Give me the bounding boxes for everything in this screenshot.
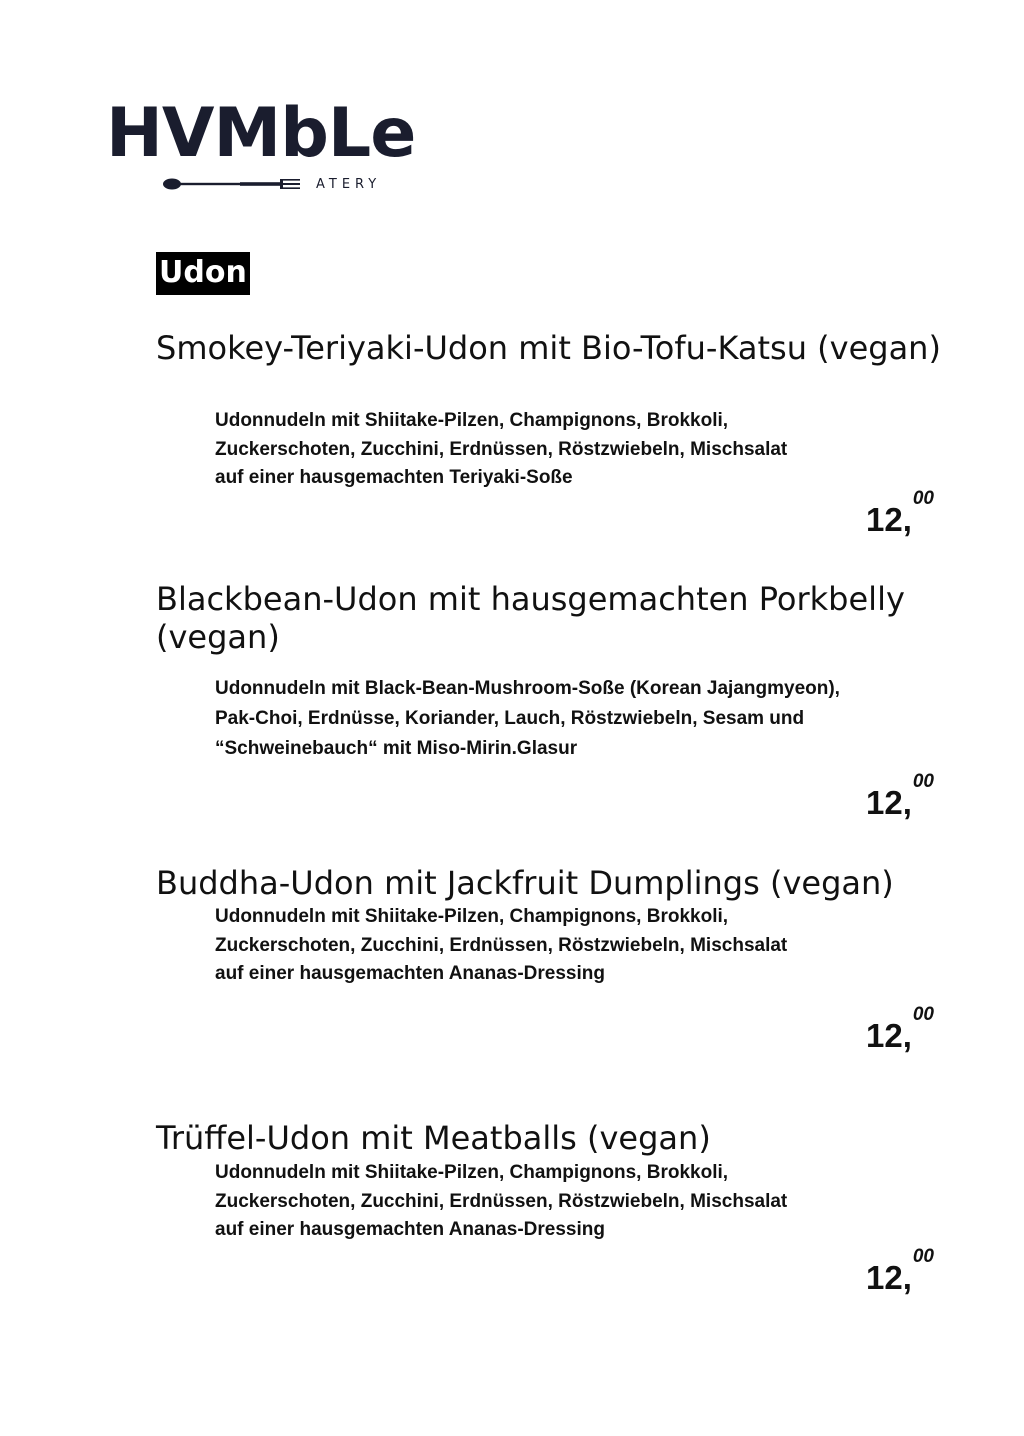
menu-item-price bbox=[865, 1246, 934, 1296]
menu-item-price bbox=[865, 1004, 934, 1054]
description-line: Udonnudeln mit Shiitake-Pilzen, Champignons, Brokkoli, bbox=[215, 410, 729, 431]
spoon-fork-icon bbox=[162, 176, 312, 192]
description-line: Zuckerschoten, Zucchini, Erdnüssen, Röstzwiebeln, Mischsalat bbox=[215, 934, 788, 956]
price-cents: 00 bbox=[912, 488, 934, 509]
description-line: Udonnudeln mit Shiitake-Pilzen, Champignons, Brokkoli, bbox=[215, 1162, 729, 1183]
description-line: “Schweinebauch“ mit Miso-Mirin.Glasur bbox=[215, 738, 578, 759]
price-main: 12, bbox=[865, 1259, 912, 1296]
price-cents: 00 bbox=[912, 771, 934, 792]
description-line: Zuckerschoten, Zucchini, Erdnüssen, Röstzwiebeln, Mischsalat bbox=[215, 438, 788, 460]
description-line: auf einer hausgemachten Teriyaki-Soße bbox=[215, 467, 573, 488]
description-line: Pak-Choi, Erdnüsse, Koriander, Lauch, Röstzwiebeln, Sesam und bbox=[215, 708, 805, 729]
menu-item-description bbox=[215, 407, 975, 493]
brand-logo bbox=[106, 94, 416, 198]
menu-item-title: Blackbean-Udon mit hausgemachten Porkbelly (vegan) bbox=[156, 580, 905, 656]
menu-item-title: Trüffel-Udon mit Meatballs (vegan) bbox=[156, 1119, 711, 1157]
price-main: 12, bbox=[865, 784, 912, 821]
description-line: auf einer hausgemachten Ananas-Dressing bbox=[215, 963, 605, 984]
price-main: 12, bbox=[865, 1017, 912, 1054]
price-cents: 00 bbox=[912, 1246, 934, 1267]
menu-item-description bbox=[215, 1159, 975, 1245]
description-line: Zuckerschoten, Zucchini, Erdnüssen, Röstzwiebeln, Mischsalat bbox=[215, 1190, 788, 1212]
description-line: auf einer hausgemachten Ananas-Dressing bbox=[215, 1219, 605, 1240]
menu-item-title: Buddha-Udon mit Jackfruit Dumplings (vegan) bbox=[156, 864, 894, 902]
brand-wordmark: HVMbLe bbox=[106, 94, 416, 173]
price-main: 12, bbox=[865, 501, 912, 538]
menu-item-price bbox=[865, 771, 934, 821]
menu-item-description bbox=[215, 903, 975, 989]
menu-item-price bbox=[865, 488, 934, 538]
menu-item-title: Smokey-Teriyaki-Udon mit Bio-Tofu-Katsu (vegan) bbox=[156, 329, 941, 367]
description-line: Udonnudeln mit Black-Bean-Mushroom-Soße (Korean Jajangmyeon), bbox=[215, 678, 840, 699]
price-cents: 00 bbox=[912, 1004, 934, 1025]
description-line: Udonnudeln mit Shiitake-Pilzen, Champignons, Brokkoli, bbox=[215, 906, 729, 927]
brand-subtitle: ATERY bbox=[316, 177, 382, 192]
menu-item-description bbox=[215, 674, 975, 764]
section-title: Udon bbox=[156, 252, 250, 295]
